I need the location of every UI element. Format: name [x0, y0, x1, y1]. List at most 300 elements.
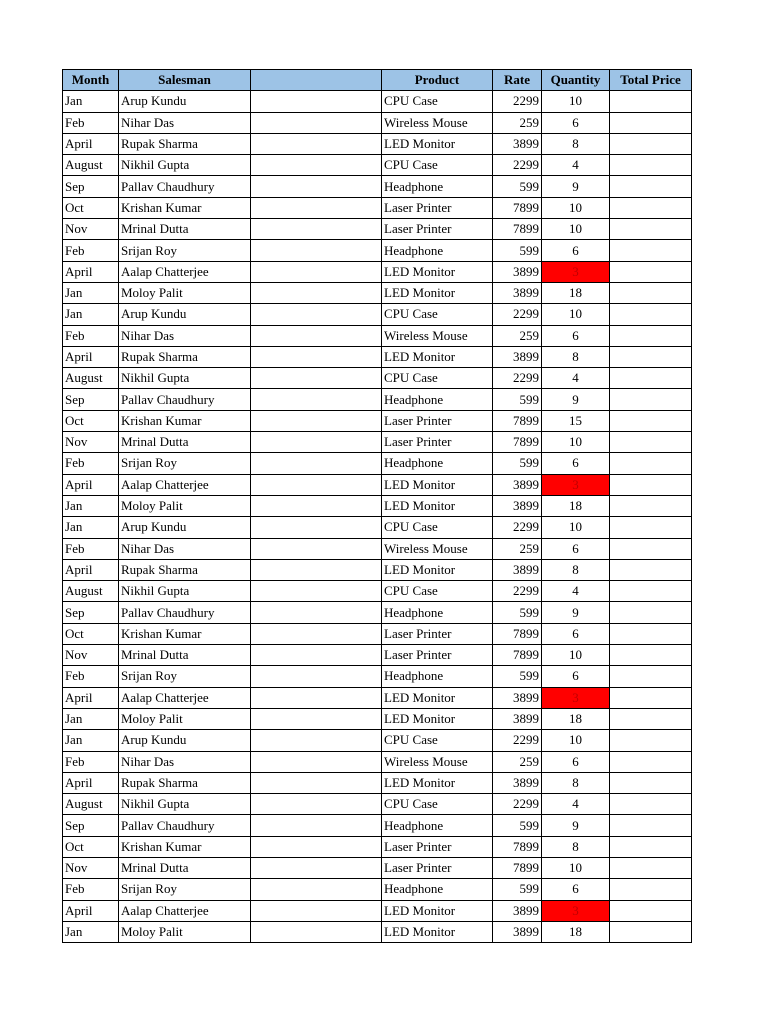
- product-cell[interactable]: CPU Case: [382, 581, 493, 602]
- total-price-cell[interactable]: [610, 623, 692, 644]
- product-cell[interactable]: LED Monitor: [382, 261, 493, 282]
- product-cell[interactable]: CPU Case: [382, 517, 493, 538]
- month-cell[interactable]: Oct: [63, 410, 119, 431]
- month-cell[interactable]: Feb: [63, 879, 119, 900]
- blank-cell[interactable]: [251, 176, 382, 197]
- total-price-cell[interactable]: [610, 368, 692, 389]
- rate-cell[interactable]: 599: [493, 453, 542, 474]
- salesman-cell[interactable]: Mrinal Dutta: [119, 432, 251, 453]
- total-price-cell[interactable]: [610, 432, 692, 453]
- total-price-cell[interactable]: [610, 453, 692, 474]
- blank-cell[interactable]: [251, 133, 382, 154]
- rate-cell[interactable]: 2299: [493, 730, 542, 751]
- total-price-cell[interactable]: [610, 304, 692, 325]
- quantity-cell[interactable]: 10: [542, 730, 610, 751]
- total-price-cell[interactable]: [610, 857, 692, 878]
- total-price-cell[interactable]: [610, 155, 692, 176]
- quantity-cell[interactable]: 3: [542, 474, 610, 495]
- total-price-cell[interactable]: [610, 91, 692, 112]
- quantity-cell[interactable]: 4: [542, 794, 610, 815]
- rate-cell[interactable]: 3899: [493, 474, 542, 495]
- column-header-month[interactable]: Month: [63, 70, 119, 91]
- product-cell[interactable]: Wireless Mouse: [382, 112, 493, 133]
- salesman-cell[interactable]: Moloy Palit: [119, 708, 251, 729]
- rate-cell[interactable]: 3899: [493, 133, 542, 154]
- blank-cell[interactable]: [251, 538, 382, 559]
- rate-cell[interactable]: 3899: [493, 708, 542, 729]
- rate-cell[interactable]: 3899: [493, 687, 542, 708]
- total-price-cell[interactable]: [610, 112, 692, 133]
- rate-cell[interactable]: 7899: [493, 432, 542, 453]
- total-price-cell[interactable]: [610, 559, 692, 580]
- salesman-cell[interactable]: Rupak Sharma: [119, 346, 251, 367]
- salesman-cell[interactable]: Srijan Roy: [119, 453, 251, 474]
- rate-cell[interactable]: 599: [493, 815, 542, 836]
- blank-cell[interactable]: [251, 517, 382, 538]
- rate-cell[interactable]: 3899: [493, 772, 542, 793]
- blank-cell[interactable]: [251, 623, 382, 644]
- quantity-cell[interactable]: 6: [542, 453, 610, 474]
- table-row: [63, 325, 692, 346]
- column-header-total-price[interactable]: Total Price: [610, 70, 692, 91]
- salesman-cell[interactable]: Nikhil Gupta: [119, 794, 251, 815]
- salesman-cell[interactable]: Nikhil Gupta: [119, 368, 251, 389]
- rate-cell[interactable]: 599: [493, 176, 542, 197]
- total-price-cell[interactable]: [610, 474, 692, 495]
- product-cell[interactable]: LED Monitor: [382, 282, 493, 303]
- total-price-cell[interactable]: [610, 879, 692, 900]
- blank-cell[interactable]: [251, 687, 382, 708]
- month-cell[interactable]: Sep: [63, 602, 119, 623]
- product-cell[interactable]: Headphone: [382, 815, 493, 836]
- column-header-rate[interactable]: Rate: [493, 70, 542, 91]
- product-cell[interactable]: CPU Case: [382, 368, 493, 389]
- salesman-cell[interactable]: Rupak Sharma: [119, 559, 251, 580]
- product-cell[interactable]: CPU Case: [382, 91, 493, 112]
- quantity-cell[interactable]: 9: [542, 389, 610, 410]
- product-cell[interactable]: Laser Printer: [382, 432, 493, 453]
- rate-cell[interactable]: 2299: [493, 155, 542, 176]
- product-cell[interactable]: Wireless Mouse: [382, 751, 493, 772]
- product-cell[interactable]: LED Monitor: [382, 559, 493, 580]
- blank-cell[interactable]: [251, 219, 382, 240]
- salesman-cell[interactable]: Aalap Chatterjee: [119, 261, 251, 282]
- quantity-cell[interactable]: 10: [542, 517, 610, 538]
- month-cell[interactable]: Oct: [63, 197, 119, 218]
- blank-cell[interactable]: [251, 240, 382, 261]
- quantity-cell[interactable]: 18: [542, 921, 610, 942]
- blank-cell[interactable]: [251, 921, 382, 942]
- month-cell[interactable]: April: [63, 559, 119, 580]
- blank-cell[interactable]: [251, 495, 382, 516]
- product-cell[interactable]: CPU Case: [382, 730, 493, 751]
- blank-cell[interactable]: [251, 751, 382, 772]
- rate-cell[interactable]: 3899: [493, 282, 542, 303]
- product-cell[interactable]: Headphone: [382, 240, 493, 261]
- total-price-cell[interactable]: [610, 240, 692, 261]
- month-cell[interactable]: Jan: [63, 304, 119, 325]
- total-price-cell[interactable]: [610, 219, 692, 240]
- rate-cell[interactable]: 599: [493, 879, 542, 900]
- month-cell[interactable]: Jan: [63, 495, 119, 516]
- rate-cell[interactable]: 259: [493, 538, 542, 559]
- month-cell[interactable]: Feb: [63, 453, 119, 474]
- salesman-cell[interactable]: Aalap Chatterjee: [119, 474, 251, 495]
- blank-cell[interactable]: [251, 368, 382, 389]
- table-row: [63, 559, 692, 580]
- total-price-cell[interactable]: [610, 900, 692, 921]
- product-cell[interactable]: LED Monitor: [382, 900, 493, 921]
- month-cell[interactable]: Nov: [63, 219, 119, 240]
- total-price-cell[interactable]: [610, 261, 692, 282]
- quantity-cell[interactable]: 10: [542, 304, 610, 325]
- salesman-cell[interactable]: Rupak Sharma: [119, 772, 251, 793]
- product-cell[interactable]: LED Monitor: [382, 346, 493, 367]
- product-cell[interactable]: Wireless Mouse: [382, 538, 493, 559]
- month-cell[interactable]: Jan: [63, 282, 119, 303]
- salesman-cell[interactable]: Krishan Kumar: [119, 836, 251, 857]
- rate-cell[interactable]: 2299: [493, 794, 542, 815]
- month-cell[interactable]: Feb: [63, 112, 119, 133]
- salesman-cell[interactable]: Arup Kundu: [119, 517, 251, 538]
- month-cell[interactable]: Jan: [63, 91, 119, 112]
- blank-cell[interactable]: [251, 410, 382, 431]
- total-price-cell[interactable]: [610, 197, 692, 218]
- month-cell[interactable]: April: [63, 346, 119, 367]
- salesman-cell[interactable]: Moloy Palit: [119, 921, 251, 942]
- total-price-cell[interactable]: [610, 815, 692, 836]
- total-price-cell[interactable]: [610, 581, 692, 602]
- product-cell[interactable]: Laser Printer: [382, 219, 493, 240]
- product-cell[interactable]: LED Monitor: [382, 687, 493, 708]
- month-cell[interactable]: Sep: [63, 176, 119, 197]
- blank-cell[interactable]: [251, 389, 382, 410]
- quantity-cell[interactable]: 3: [542, 900, 610, 921]
- rate-cell[interactable]: 3899: [493, 261, 542, 282]
- blank-cell[interactable]: [251, 261, 382, 282]
- table-row: [63, 219, 692, 240]
- table-row: [63, 495, 692, 516]
- quantity-cell[interactable]: 3: [542, 261, 610, 282]
- quantity-cell[interactable]: 4: [542, 581, 610, 602]
- table-row: [63, 581, 692, 602]
- blank-cell[interactable]: [251, 836, 382, 857]
- product-cell[interactable]: LED Monitor: [382, 772, 493, 793]
- salesman-cell[interactable]: Moloy Palit: [119, 282, 251, 303]
- quantity-cell[interactable]: 8: [542, 772, 610, 793]
- rate-cell[interactable]: 3899: [493, 495, 542, 516]
- month-cell[interactable]: Feb: [63, 666, 119, 687]
- quantity-cell[interactable]: 4: [542, 368, 610, 389]
- month-cell[interactable]: April: [63, 261, 119, 282]
- blank-cell[interactable]: [251, 645, 382, 666]
- quantity-cell[interactable]: 6: [542, 112, 610, 133]
- product-cell[interactable]: Headphone: [382, 879, 493, 900]
- product-cell[interactable]: Laser Printer: [382, 857, 493, 878]
- salesman-cell[interactable]: Srijan Roy: [119, 879, 251, 900]
- blank-cell[interactable]: [251, 112, 382, 133]
- product-cell[interactable]: Headphone: [382, 666, 493, 687]
- blank-cell[interactable]: [251, 666, 382, 687]
- blank-cell[interactable]: [251, 602, 382, 623]
- table-row: [63, 368, 692, 389]
- salesman-cell[interactable]: Pallav Chaudhury: [119, 602, 251, 623]
- product-cell[interactable]: Headphone: [382, 389, 493, 410]
- quantity-cell[interactable]: 6: [542, 879, 610, 900]
- blank-cell[interactable]: [251, 91, 382, 112]
- salesman-cell[interactable]: Pallav Chaudhury: [119, 389, 251, 410]
- month-cell[interactable]: August: [63, 368, 119, 389]
- month-cell[interactable]: April: [63, 687, 119, 708]
- total-price-cell[interactable]: [610, 517, 692, 538]
- quantity-cell[interactable]: 10: [542, 91, 610, 112]
- month-cell[interactable]: Jan: [63, 708, 119, 729]
- salesman-cell[interactable]: Nikhil Gupta: [119, 155, 251, 176]
- product-cell[interactable]: LED Monitor: [382, 474, 493, 495]
- rate-cell[interactable]: 7899: [493, 857, 542, 878]
- column-header-blank[interactable]: [251, 70, 382, 91]
- table-row: [63, 538, 692, 559]
- quantity-cell[interactable]: 9: [542, 602, 610, 623]
- product-cell[interactable]: CPU Case: [382, 304, 493, 325]
- total-price-cell[interactable]: [610, 708, 692, 729]
- total-price-cell[interactable]: [610, 602, 692, 623]
- quantity-cell[interactable]: 10: [542, 432, 610, 453]
- product-cell[interactable]: Wireless Mouse: [382, 325, 493, 346]
- quantity-cell[interactable]: 15: [542, 410, 610, 431]
- rate-cell[interactable]: 2299: [493, 91, 542, 112]
- month-cell[interactable]: Nov: [63, 857, 119, 878]
- salesman-cell[interactable]: Nihar Das: [119, 112, 251, 133]
- rate-cell[interactable]: 7899: [493, 410, 542, 431]
- rate-cell[interactable]: 3899: [493, 900, 542, 921]
- quantity-cell[interactable]: 8: [542, 836, 610, 857]
- rate-cell[interactable]: 7899: [493, 219, 542, 240]
- total-price-cell[interactable]: [610, 410, 692, 431]
- quantity-cell[interactable]: 6: [542, 751, 610, 772]
- table-row: [63, 176, 692, 197]
- rate-cell[interactable]: 2299: [493, 581, 542, 602]
- salesman-cell[interactable]: Moloy Palit: [119, 495, 251, 516]
- total-price-cell[interactable]: [610, 133, 692, 154]
- blank-cell[interactable]: [251, 730, 382, 751]
- month-cell[interactable]: Jan: [63, 921, 119, 942]
- salesman-cell[interactable]: Pallav Chaudhury: [119, 815, 251, 836]
- month-cell[interactable]: Jan: [63, 517, 119, 538]
- month-cell[interactable]: Jan: [63, 730, 119, 751]
- product-cell[interactable]: Laser Printer: [382, 623, 493, 644]
- salesman-cell[interactable]: Nihar Das: [119, 751, 251, 772]
- product-cell[interactable]: Laser Printer: [382, 645, 493, 666]
- total-price-cell[interactable]: [610, 389, 692, 410]
- month-cell[interactable]: Sep: [63, 815, 119, 836]
- blank-cell[interactable]: [251, 581, 382, 602]
- blank-cell[interactable]: [251, 879, 382, 900]
- total-price-cell[interactable]: [610, 495, 692, 516]
- product-cell[interactable]: LED Monitor: [382, 921, 493, 942]
- total-price-cell[interactable]: [610, 666, 692, 687]
- month-cell[interactable]: April: [63, 900, 119, 921]
- total-price-cell[interactable]: [610, 751, 692, 772]
- rate-cell[interactable]: 599: [493, 389, 542, 410]
- product-cell[interactable]: Headphone: [382, 453, 493, 474]
- rate-cell[interactable]: 259: [493, 751, 542, 772]
- total-price-cell[interactable]: [610, 346, 692, 367]
- month-cell[interactable]: Feb: [63, 325, 119, 346]
- quantity-cell[interactable]: 6: [542, 325, 610, 346]
- product-cell[interactable]: CPU Case: [382, 155, 493, 176]
- blank-cell[interactable]: [251, 304, 382, 325]
- month-cell[interactable]: Nov: [63, 432, 119, 453]
- salesman-cell[interactable]: Mrinal Dutta: [119, 857, 251, 878]
- month-cell[interactable]: Oct: [63, 836, 119, 857]
- salesman-cell[interactable]: Aalap Chatterjee: [119, 900, 251, 921]
- blank-cell[interactable]: [251, 282, 382, 303]
- table-row: [63, 133, 692, 154]
- blank-cell[interactable]: [251, 857, 382, 878]
- rate-cell[interactable]: 259: [493, 112, 542, 133]
- quantity-cell[interactable]: 18: [542, 282, 610, 303]
- quantity-cell[interactable]: 10: [542, 645, 610, 666]
- salesman-cell[interactable]: Arup Kundu: [119, 91, 251, 112]
- month-cell[interactable]: Feb: [63, 751, 119, 772]
- salesman-cell[interactable]: Nikhil Gupta: [119, 581, 251, 602]
- rate-cell[interactable]: 599: [493, 240, 542, 261]
- quantity-cell[interactable]: 10: [542, 219, 610, 240]
- salesman-cell[interactable]: Arup Kundu: [119, 730, 251, 751]
- quantity-cell[interactable]: 10: [542, 197, 610, 218]
- product-cell[interactable]: Laser Printer: [382, 836, 493, 857]
- quantity-cell[interactable]: 6: [542, 623, 610, 644]
- quantity-cell[interactable]: 9: [542, 815, 610, 836]
- month-cell[interactable]: Feb: [63, 240, 119, 261]
- month-cell[interactable]: April: [63, 474, 119, 495]
- product-cell[interactable]: Laser Printer: [382, 410, 493, 431]
- total-price-cell[interactable]: [610, 687, 692, 708]
- blank-cell[interactable]: [251, 474, 382, 495]
- blank-cell[interactable]: [251, 155, 382, 176]
- quantity-cell[interactable]: 6: [542, 666, 610, 687]
- total-price-cell[interactable]: [610, 921, 692, 942]
- salesman-cell[interactable]: Mrinal Dutta: [119, 219, 251, 240]
- column-header-salesman[interactable]: Salesman: [119, 70, 251, 91]
- table-row: [63, 155, 692, 176]
- month-cell[interactable]: Oct: [63, 623, 119, 644]
- rate-cell[interactable]: 3899: [493, 346, 542, 367]
- total-price-cell[interactable]: [610, 730, 692, 751]
- salesman-cell[interactable]: Srijan Roy: [119, 666, 251, 687]
- month-cell[interactable]: Nov: [63, 645, 119, 666]
- month-cell[interactable]: August: [63, 794, 119, 815]
- rate-cell[interactable]: 2299: [493, 368, 542, 389]
- rate-cell[interactable]: 599: [493, 602, 542, 623]
- blank-cell[interactable]: [251, 346, 382, 367]
- quantity-cell[interactable]: 6: [542, 240, 610, 261]
- quantity-cell[interactable]: 18: [542, 708, 610, 729]
- salesman-cell[interactable]: Mrinal Dutta: [119, 645, 251, 666]
- blank-cell[interactable]: [251, 559, 382, 580]
- blank-cell[interactable]: [251, 815, 382, 836]
- month-cell[interactable]: April: [63, 772, 119, 793]
- table-row: [63, 857, 692, 878]
- rate-cell[interactable]: 3899: [493, 559, 542, 580]
- quantity-cell[interactable]: 8: [542, 346, 610, 367]
- salesman-cell[interactable]: Arup Kundu: [119, 304, 251, 325]
- salesman-cell[interactable]: Krishan Kumar: [119, 410, 251, 431]
- rate-cell[interactable]: 7899: [493, 645, 542, 666]
- product-cell[interactable]: LED Monitor: [382, 133, 493, 154]
- quantity-cell[interactable]: 6: [542, 538, 610, 559]
- salesman-cell[interactable]: Nihar Das: [119, 538, 251, 559]
- blank-cell[interactable]: [251, 900, 382, 921]
- blank-cell[interactable]: [251, 772, 382, 793]
- total-price-cell[interactable]: [610, 794, 692, 815]
- product-cell[interactable]: Headphone: [382, 176, 493, 197]
- blank-cell[interactable]: [251, 453, 382, 474]
- salesman-cell[interactable]: Rupak Sharma: [119, 133, 251, 154]
- product-cell[interactable]: CPU Case: [382, 794, 493, 815]
- total-price-cell[interactable]: [610, 176, 692, 197]
- quantity-cell[interactable]: 8: [542, 559, 610, 580]
- quantity-cell[interactable]: 9: [542, 176, 610, 197]
- month-cell[interactable]: April: [63, 133, 119, 154]
- rate-cell[interactable]: 7899: [493, 836, 542, 857]
- total-price-cell[interactable]: [610, 836, 692, 857]
- month-cell[interactable]: Feb: [63, 538, 119, 559]
- table-row: [63, 261, 692, 282]
- quantity-cell[interactable]: 4: [542, 155, 610, 176]
- table-row: [63, 410, 692, 431]
- month-cell[interactable]: Sep: [63, 389, 119, 410]
- blank-cell[interactable]: [251, 197, 382, 218]
- total-price-cell[interactable]: [610, 538, 692, 559]
- quantity-cell[interactable]: 18: [542, 495, 610, 516]
- month-cell[interactable]: August: [63, 581, 119, 602]
- product-cell[interactable]: LED Monitor: [382, 708, 493, 729]
- total-price-cell[interactable]: [610, 645, 692, 666]
- blank-cell[interactable]: [251, 794, 382, 815]
- salesman-cell[interactable]: Srijan Roy: [119, 240, 251, 261]
- product-cell[interactable]: Headphone: [382, 602, 493, 623]
- salesman-cell[interactable]: Krishan Kumar: [119, 197, 251, 218]
- rate-cell[interactable]: 2299: [493, 304, 542, 325]
- quantity-cell[interactable]: 8: [542, 133, 610, 154]
- column-header-quantity[interactable]: Quantity: [542, 70, 610, 91]
- total-price-cell[interactable]: [610, 282, 692, 303]
- rate-cell[interactable]: 7899: [493, 197, 542, 218]
- quantity-cell[interactable]: 10: [542, 857, 610, 878]
- column-header-product[interactable]: Product: [382, 70, 493, 91]
- salesman-cell[interactable]: Aalap Chatterjee: [119, 687, 251, 708]
- blank-cell[interactable]: [251, 432, 382, 453]
- product-cell[interactable]: LED Monitor: [382, 495, 493, 516]
- rate-cell[interactable]: 599: [493, 666, 542, 687]
- month-cell[interactable]: August: [63, 155, 119, 176]
- product-cell[interactable]: Laser Printer: [382, 197, 493, 218]
- rate-cell[interactable]: 7899: [493, 623, 542, 644]
- total-price-cell[interactable]: [610, 325, 692, 346]
- quantity-cell[interactable]: 3: [542, 687, 610, 708]
- total-price-cell[interactable]: [610, 772, 692, 793]
- rate-cell[interactable]: 2299: [493, 517, 542, 538]
- rate-cell[interactable]: 3899: [493, 921, 542, 942]
- blank-cell[interactable]: [251, 708, 382, 729]
- blank-cell[interactable]: [251, 325, 382, 346]
- salesman-cell[interactable]: Nihar Das: [119, 325, 251, 346]
- rate-cell[interactable]: 259: [493, 325, 542, 346]
- salesman-cell[interactable]: Krishan Kumar: [119, 623, 251, 644]
- salesman-cell[interactable]: Pallav Chaudhury: [119, 176, 251, 197]
